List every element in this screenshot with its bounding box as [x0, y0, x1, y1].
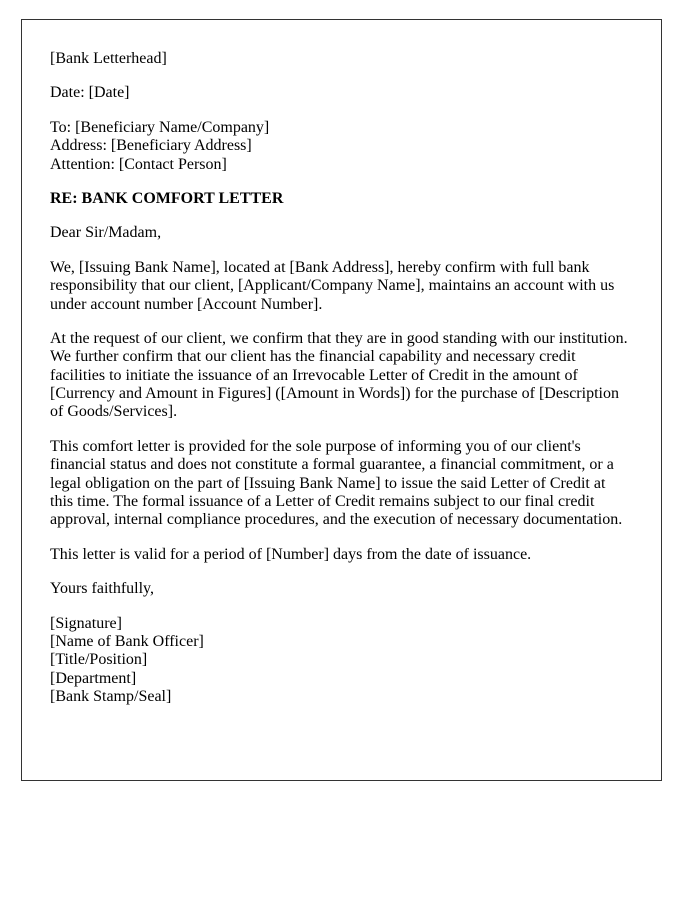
recipient-address-line: Address: [Beneficiary Address]: [50, 137, 252, 155]
signature-block: [50, 615, 631, 707]
body-paragraph-good-standing: At the request of our client, we confirm that they are in good standing with our institution. We further confirm that our client has the financial capability and necessary credit facilities to initiate the issuance of an Irrevocable Letter of Credit in the amount of [Currency and Amount in Figures] ([Amount in Words]) for the purchase of [Description of Goods/Services].: [50, 329, 628, 421]
department-placeholder: [Department]: [50, 669, 137, 687]
date-line: Date: [Date]: [50, 84, 130, 102]
letter-page: [21, 19, 662, 781]
closing: Yours faithfully,: [50, 580, 155, 598]
officer-name-placeholder: [Name of Bank Officer]: [50, 632, 204, 650]
recipient-block: [50, 119, 631, 174]
signature-placeholder: [Signature]: [50, 614, 122, 632]
salutation: Dear Sir/Madam,: [50, 224, 162, 242]
body-paragraph-validity: This letter is valid for a period of [Number] days from the date of issuance.: [50, 545, 532, 563]
bank-letterhead-placeholder: [Bank Letterhead]: [50, 50, 167, 67]
title-position-placeholder: [Title/Position]: [50, 651, 148, 669]
body-paragraph-disclaimer: This comfort letter is provided for the sole purpose of informing you of our client's financial status and does not constitute a formal guarantee, a financial commitment, or a legal obligation on the part of [Issuing Bank Name] to issue the said Letter of Credit at this time. The formal issuance of a Letter of Credit remains subject to our final credit approval, internal compliance procedures, and the execution of necessary documentation.: [50, 437, 623, 529]
bank-stamp-seal-placeholder: [Bank Stamp/Seal]: [50, 688, 172, 706]
body-paragraph-account-confirmation: We, [Issuing Bank Name], located at [Bank Address], hereby confirm with full bank responsibility that our client, [Applicant/Company Name], maintains an account with us under account number [Account Number].: [50, 258, 615, 313]
recipient-attention-line: Attention: [Contact Person]: [50, 155, 227, 173]
subject-line: RE: BANK COMFORT LETTER: [50, 189, 284, 207]
recipient-to-line: To: [Beneficiary Name/Company]: [50, 118, 270, 136]
